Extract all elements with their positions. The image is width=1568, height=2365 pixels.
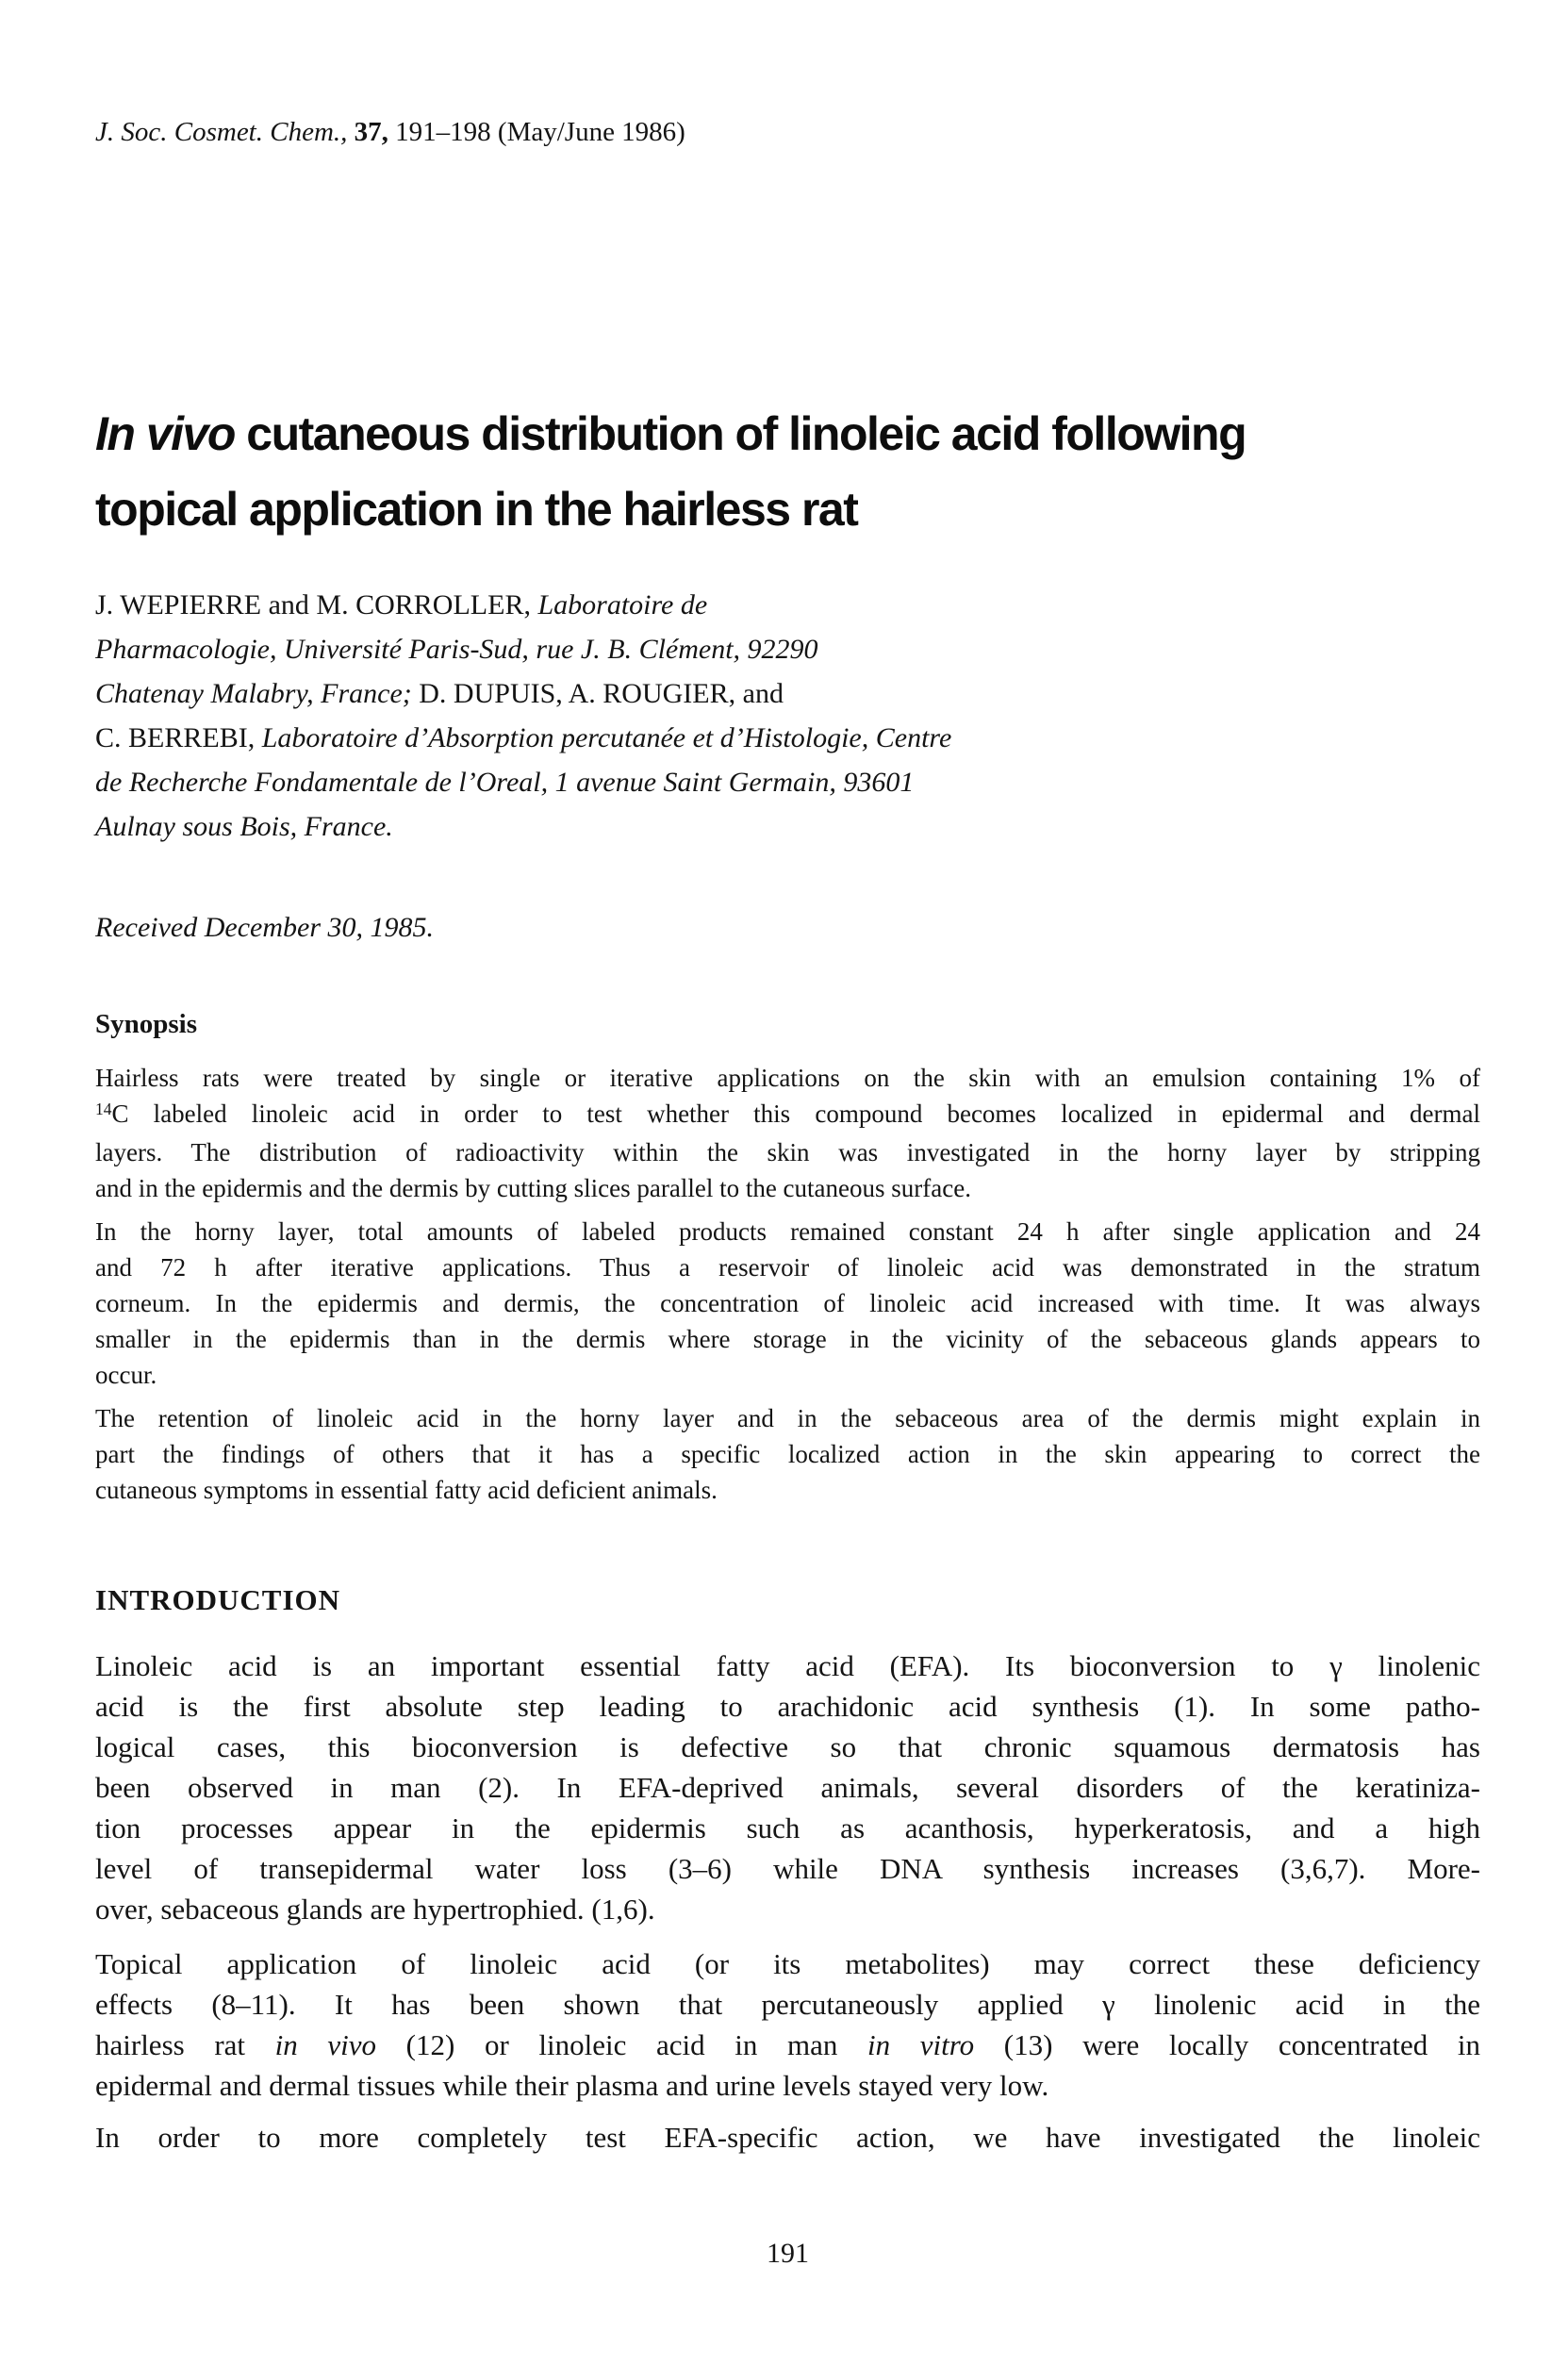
text-segment: de Recherche Fondamentale de l’Oreal, 1 avenue Saint Germain, 93601 bbox=[95, 767, 915, 798]
text-segment: and in the epidermis and the dermis by cutting slices parallel to the cutaneous surface. bbox=[95, 1174, 971, 1202]
introduction-paragraph-2 bbox=[95, 1943, 1480, 2106]
text-line bbox=[95, 1400, 1480, 1436]
introduction-heading: INTRODUCTION bbox=[95, 1583, 341, 1616]
text-line bbox=[95, 1134, 1480, 1170]
text-line bbox=[95, 1357, 1480, 1393]
text-segment: Received December 30, 1985. bbox=[95, 912, 435, 943]
text-segment: in vitro bbox=[867, 2028, 975, 2061]
text-segment: occur. bbox=[95, 1361, 157, 1389]
text-line bbox=[95, 1767, 1480, 1808]
text-segment: (12) or linoleic acid in man bbox=[376, 2028, 867, 2061]
introduction-section bbox=[95, 1579, 1480, 2158]
introduction-paragraph-1 bbox=[95, 1646, 1480, 1929]
text-segment: 14 bbox=[95, 1100, 112, 1119]
text-segment: cutaneous symptoms in essential fatty acid deficient animals. bbox=[95, 1476, 718, 1504]
text-segment: 37, bbox=[354, 117, 396, 147]
text-line bbox=[95, 671, 1480, 716]
text-segment: topical application in the hairless rat bbox=[95, 483, 858, 536]
text-segment: C labeled linoleic acid in order to test whether this compound becomes localized in epidermal and dermal bbox=[111, 1100, 1480, 1128]
text-line bbox=[95, 760, 1480, 804]
text-segment: in vivo bbox=[274, 2028, 377, 2061]
text-line bbox=[95, 1984, 1480, 2025]
synopsis-paragraph-1 bbox=[95, 1060, 1480, 1206]
text-line bbox=[95, 1249, 1480, 1285]
text-line bbox=[95, 1727, 1480, 1767]
text-segment: J. WEPIERRE and M. CORROLLER, bbox=[95, 589, 538, 620]
text-line bbox=[95, 1285, 1480, 1321]
text-segment: Laboratoire d’Absorption percutanée et d’Histologie, Centre bbox=[261, 722, 952, 753]
text-segment: smaller in the epidermis than in the dermis where storage in the vicinity of the sebaceous glands appears to bbox=[95, 1325, 1480, 1353]
text-segment: In vivo bbox=[95, 407, 247, 460]
text-line bbox=[95, 1060, 1480, 1096]
text-segment: Linoleic acid is an important essential fatty acid (EFA). Its bioconversion to γ linolenic bbox=[95, 1649, 1480, 1682]
text-line bbox=[95, 1943, 1480, 1984]
text-line bbox=[95, 1321, 1480, 1357]
text-line bbox=[95, 2117, 1480, 2158]
text-line bbox=[95, 1214, 1480, 1249]
synopsis-paragraph-2 bbox=[95, 1214, 1480, 1393]
text-segment: hairless rat bbox=[95, 2028, 275, 2061]
authors-affiliations bbox=[95, 583, 1480, 849]
text-segment: acid is the first absolute step leading to arachidonic acid synthesis (1). In some patho- bbox=[95, 1690, 1480, 1723]
text-line bbox=[95, 1889, 1480, 1929]
text-segment: Hairless rats were treated by single or iterative applications on the skin with an emulsion containing 1% of bbox=[95, 1064, 1480, 1092]
text-segment: (13) were locally concentrated in bbox=[974, 2028, 1480, 2061]
text-segment: tion processes appear in the epidermis such as acanthosis, hyperkeratosis, and a high bbox=[95, 1811, 1480, 1844]
text-segment: 191–198 (May/June 1986) bbox=[395, 117, 685, 147]
text-segment: been observed in man (2). In EFA-deprived animals, several disorders of the keratiniza- bbox=[95, 1771, 1480, 1804]
text-line bbox=[95, 583, 1480, 627]
text-line bbox=[95, 2025, 1480, 2065]
text-segment: level of transepidermal water loss (3–6) while DNA synthesis increases (3,6,7). More- bbox=[95, 1852, 1480, 1885]
synopsis-section bbox=[95, 1005, 1480, 1508]
text-segment: cutaneous distribution of linoleic acid following bbox=[246, 407, 1246, 460]
text-segment: Chatenay Malabry, France; bbox=[95, 678, 420, 709]
text-segment: effects (8–11). It has been shown that percutaneously applied γ linolenic acid in the bbox=[95, 1988, 1480, 2021]
text-line bbox=[95, 1686, 1480, 1727]
text-segment: C. BERREBI, bbox=[95, 722, 262, 753]
synopsis-heading: Synopsis bbox=[95, 1009, 198, 1039]
text-line bbox=[95, 1436, 1480, 1472]
received-date bbox=[95, 909, 1480, 947]
text-line bbox=[95, 115, 1480, 149]
text-segment: J. Soc. Cosmet. Chem., bbox=[95, 117, 355, 147]
journal-citation bbox=[95, 115, 1480, 149]
text-line bbox=[95, 1170, 1480, 1206]
text-segment: Laboratoire de bbox=[537, 589, 708, 620]
text-line bbox=[95, 396, 1480, 471]
text-segment: epidermal and dermal tissues while their plasma and urine levels stayed very low. bbox=[95, 2069, 1049, 2102]
text-line bbox=[95, 804, 1480, 849]
text-line bbox=[95, 716, 1480, 760]
text-segment: part the findings of others that it has a specific localized action in the skin appearing to correct the bbox=[95, 1440, 1480, 1468]
text-line bbox=[95, 1848, 1480, 1889]
text-line bbox=[95, 627, 1480, 671]
text-line bbox=[95, 1472, 1480, 1508]
article-title bbox=[95, 396, 1480, 547]
text-segment: The retention of linoleic acid in the horny layer and in the sebaceous area of the dermis might explain in bbox=[95, 1404, 1480, 1432]
text-line bbox=[95, 909, 1480, 947]
text-line bbox=[95, 1808, 1480, 1848]
text-segment: layers. The distribution of radioactivity within the skin was investigated in the horny layer by stripping bbox=[95, 1138, 1480, 1166]
text-segment: logical cases, this bioconversion is defective so that chronic squamous dermatosis has bbox=[95, 1730, 1480, 1763]
text-segment: corneum. In the epidermis and dermis, the concentration of linoleic acid increased with time. It was always bbox=[95, 1289, 1480, 1317]
page-number: 191 bbox=[767, 2238, 809, 2269]
text-segment: Pharmacologie, Université Paris-Sud, rue J. B. Clément, 92290 bbox=[95, 634, 818, 665]
text-segment: over, sebaceous glands are hypertrophied. (1,6). bbox=[95, 1893, 655, 1926]
text-line bbox=[95, 471, 1480, 547]
text-segment: Topical application of linoleic acid (or its metabolites) may correct these deficiency bbox=[95, 1947, 1480, 1980]
text-line bbox=[95, 2065, 1480, 2106]
text-line bbox=[95, 1646, 1480, 1686]
text-segment: and 72 h after iterative applications. Thus a reservoir of linoleic acid was demonstrated in the stratum bbox=[95, 1253, 1480, 1282]
text-segment: In order to more completely test EFA-specific action, we have investigated the linoleic bbox=[95, 2121, 1480, 2154]
text-segment: In the horny layer, total amounts of labeled products remained constant 24 h after single application and 24 bbox=[95, 1217, 1480, 1246]
text-segment: D. DUPUIS, A. ROUGIER, and bbox=[419, 678, 784, 709]
text-segment: Aulnay sous Bois, France. bbox=[95, 811, 393, 842]
synopsis-paragraph-3 bbox=[95, 1400, 1480, 1508]
introduction-paragraph-3 bbox=[95, 2117, 1480, 2158]
text-line bbox=[95, 1096, 1480, 1134]
